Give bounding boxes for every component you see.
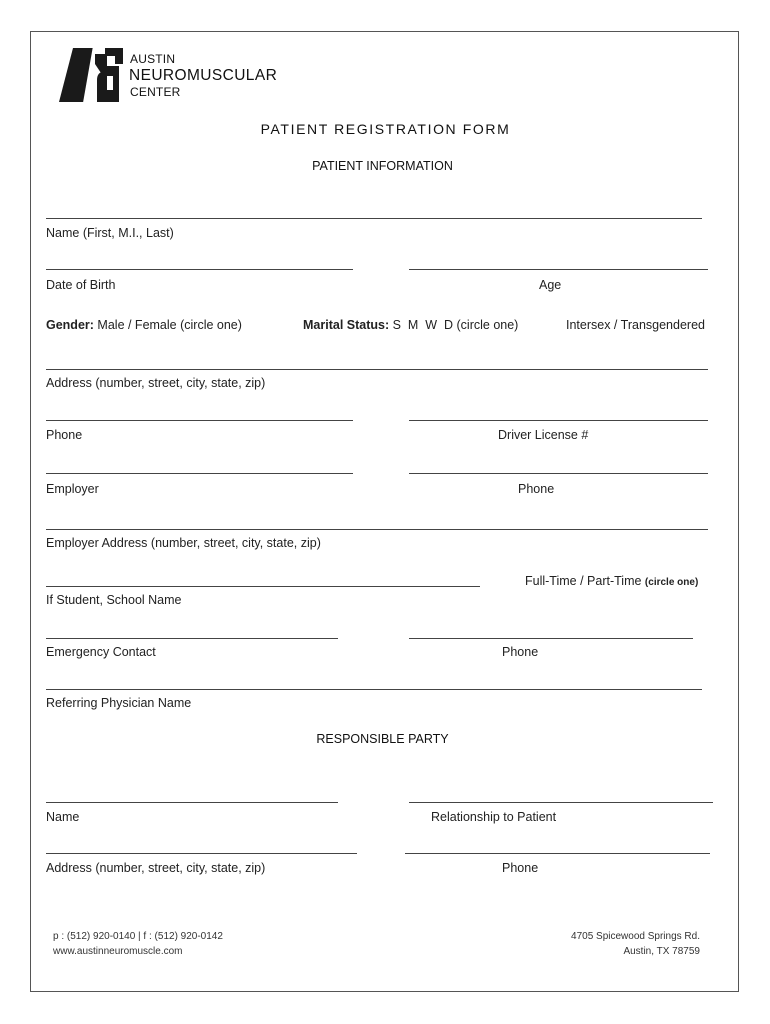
footer-city: Austin, TX 78759 [623,946,700,957]
section-title-patient: PATIENT INFORMATION [312,159,453,173]
footer-contact [53,929,223,959]
marital-options[interactable]: S M W D (circle one) [392,318,519,332]
responsible-address-label: Address (number, street, city, state, zip) [46,861,266,875]
fulltime-note: (circle one) [644,577,699,588]
employer-address-line[interactable] [46,529,708,530]
dob-line[interactable] [46,269,353,270]
responsible-phone-line[interactable] [405,853,710,854]
marital-row [303,318,518,332]
relationship-label: Relationship to Patient [431,810,557,824]
name-label: Name (First, M.I., Last) [46,226,174,240]
referring-label: Referring Physician Name [46,696,192,710]
employer-label: Employer [46,482,99,496]
logo [57,46,278,102]
dob-label: Date of Birth [46,278,116,292]
logo-line-center: CENTER [130,85,181,99]
employer-address-label: Employer Address (number, street, city, state, zip) [46,536,321,550]
emergency-phone-line[interactable] [409,638,693,639]
employer-phone-line[interactable] [409,473,708,474]
emergency-label: Emergency Contact [46,645,156,659]
driver-license-line[interactable] [409,420,708,421]
address-line[interactable] [46,369,708,370]
responsible-name-line[interactable] [46,802,338,803]
gender-label: Gender: [46,318,94,332]
phone-label: Phone [46,428,83,442]
age-line[interactable] [409,269,708,270]
employer-phone-label: Phone [518,482,555,496]
driver-license-label: Driver License # [498,428,589,442]
emergency-phone-label: Phone [502,645,539,659]
logo-mark-icon [57,46,127,102]
school-label: If Student, School Name [46,593,182,607]
school-line[interactable] [46,586,480,587]
marital-label: Marital Status: [303,318,390,332]
footer-street: 4705 Spicewood Springs Rd. [571,931,700,942]
employer-line[interactable] [46,473,353,474]
form-page [30,31,739,992]
footer-phone-fax: p : (512) 920-0140 | f : (512) 920-0142 [53,931,223,942]
form-title: PATIENT REGISTRATION FORM [260,121,511,137]
fulltime-row[interactable] [525,574,698,588]
responsible-address-line[interactable] [46,853,357,854]
logo-line-neuromuscular: NEUROMUSCULAR [129,67,278,84]
responsible-phone-label: Phone [502,861,539,875]
address-label: Address (number, street, city, state, zip) [46,376,266,390]
logo-line-austin: AUSTIN [130,52,176,66]
gender-row [46,318,242,332]
age-label: Age [539,278,562,292]
emergency-line[interactable] [46,638,338,639]
name-line[interactable] [46,218,702,219]
intersex-option[interactable]: Intersex / Transgendered [566,318,705,332]
footer-website[interactable]: www.austinneuromuscle.com [53,946,183,957]
footer-address [571,929,700,959]
fulltime-options[interactable]: Full-Time / Part-Time [525,574,642,588]
gender-options[interactable]: Male / Female (circle one) [97,318,242,332]
section-title-responsible: RESPONSIBLE PARTY [316,732,449,746]
responsible-name-label: Name [46,810,80,824]
relationship-line[interactable] [409,802,713,803]
referring-line[interactable] [46,689,702,690]
phone-line[interactable] [46,420,353,421]
